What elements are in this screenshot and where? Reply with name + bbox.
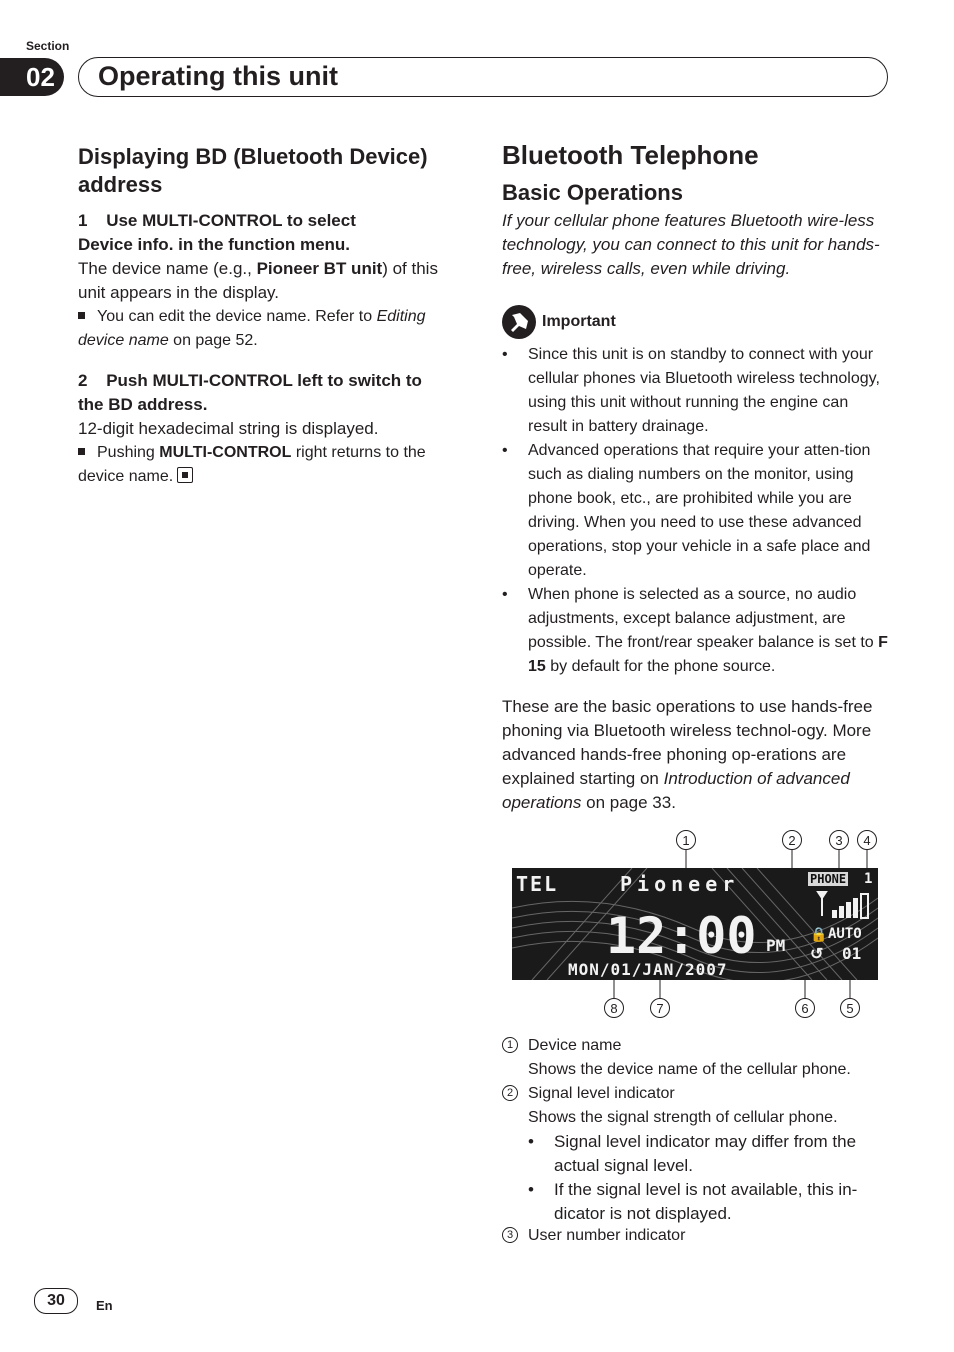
callout-2: 2 bbox=[782, 830, 802, 850]
legend-2-desc: Shows the signal strength of cellular phone. bbox=[528, 1109, 838, 1126]
important-item-3-bold: F 15 bbox=[528, 634, 888, 675]
step-1-body bbox=[78, 257, 468, 305]
step-1-text-a: Use MULTI-CONTROL to select bbox=[106, 211, 356, 230]
callout-1: 1 bbox=[676, 830, 696, 850]
para-post: on page 33. bbox=[581, 793, 676, 812]
step-2-note-pre: Pushing bbox=[97, 444, 160, 461]
lcd-clock: 12:00 bbox=[606, 907, 757, 965]
callout-6: 6 bbox=[795, 998, 815, 1018]
important-item bbox=[502, 583, 890, 679]
important-label: Important bbox=[542, 313, 616, 330]
section-title: Operating this unit bbox=[98, 61, 338, 91]
signal-level-icon bbox=[810, 890, 876, 920]
step-1-title bbox=[78, 209, 468, 257]
step-1 bbox=[78, 209, 468, 353]
step-2-note-post: right returns to the device name. bbox=[78, 444, 426, 485]
step-1-body-post: ) of this unit appears in the display. bbox=[78, 259, 438, 302]
step-2-number: 2 bbox=[78, 371, 88, 390]
note-square-icon bbox=[78, 312, 85, 319]
step-2-text-a: Push MULTI-CONTROL left to switch to bbox=[106, 371, 422, 390]
lock-icon: 🔒 bbox=[810, 926, 828, 942]
legend-3-number: 3 bbox=[502, 1227, 518, 1243]
step-1-note bbox=[78, 305, 468, 353]
lcd-display bbox=[512, 868, 878, 980]
legend-2-title: Signal level indicator bbox=[528, 1085, 675, 1102]
legend-2-bullets bbox=[528, 1130, 890, 1226]
note-square-icon bbox=[78, 448, 85, 455]
callout-3: 3 bbox=[829, 830, 849, 850]
callout-5: 5 bbox=[840, 998, 860, 1018]
step-2-text-b: the BD address. bbox=[78, 395, 208, 414]
important-item: • Since this unit is on standby to connect with your cellular phones via Bluetooth wireless technology, using this unit without running the engine can result in battery drainage. bbox=[502, 343, 890, 439]
step-1-number: 1 bbox=[78, 211, 88, 230]
right-heading: Bluetooth Telephone bbox=[502, 140, 759, 170]
step-1-body-pre: The device name (e.g., bbox=[78, 259, 257, 278]
legend-3 bbox=[502, 1224, 685, 1248]
important-header bbox=[502, 305, 890, 339]
para-link: Introduction of advanced operations bbox=[502, 769, 850, 812]
para-pre: These are the basic operations to use hands-free phoning via Bluetooth wireless technol-ogy. More advanced hands-free phoning op-erations are explained starting on bbox=[502, 697, 873, 788]
left-column bbox=[78, 143, 468, 489]
legend-3-title: User number indicator bbox=[528, 1227, 686, 1244]
language-code: En bbox=[96, 1298, 113, 1313]
important-list bbox=[502, 343, 890, 679]
step-1-note-pre: You can edit the device name. Refer to bbox=[97, 308, 377, 325]
intro-text: If your cellular phone features Bluetooth wire-less technology, you can connect to this unit for hands-free, wireless calls, even while driving. bbox=[502, 211, 880, 278]
redial-icon: ↺ bbox=[810, 946, 824, 963]
pushpin-icon bbox=[502, 305, 536, 339]
legend-2-bullet: • Signal level indicator may differ from the actual signal level. bbox=[528, 1130, 890, 1178]
lcd-phone-indicator: PHONE bbox=[810, 872, 847, 886]
basic-ops-paragraph bbox=[502, 695, 890, 815]
important-item-3-pre: When phone is selected as a source, no audio adjustments, except balance adjustment, are possible. The front/rear speaker balance is set to bbox=[528, 586, 879, 651]
lcd-device-name: Pioneer bbox=[620, 872, 740, 896]
legend-2-number: 2 bbox=[502, 1085, 518, 1101]
step-1-note-post: on page 52. bbox=[168, 332, 258, 349]
callout-7: 7 bbox=[650, 998, 670, 1018]
callout-4: 4 bbox=[857, 830, 877, 850]
page-number: 30 bbox=[34, 1288, 78, 1314]
end-mark-icon bbox=[177, 467, 193, 483]
legend-1-desc: Shows the device name of the cellular phone. bbox=[528, 1061, 851, 1078]
lcd-source: TEL bbox=[516, 872, 559, 896]
legend-1-number: 1 bbox=[502, 1037, 518, 1053]
legend-2-bullet: • If the signal level is not available, this in-dicator is not displayed. bbox=[528, 1178, 890, 1226]
lcd-user-number: 1 bbox=[864, 871, 873, 887]
right-subheading: Basic Operations bbox=[502, 180, 683, 205]
section-label: Section bbox=[26, 39, 70, 53]
left-heading: Displaying BD (Bluetooth Device) address bbox=[78, 144, 428, 197]
callout-8: 8 bbox=[604, 998, 624, 1018]
right-column bbox=[502, 140, 890, 815]
step-2-note-bold: MULTI-CONTROL bbox=[159, 444, 292, 461]
legend-2 bbox=[502, 1082, 890, 1226]
section-number: 02 bbox=[0, 58, 64, 96]
step-2-title bbox=[78, 369, 468, 417]
step-2-body: 12-digit hexadecimal string is displayed. bbox=[78, 419, 379, 438]
step-1-text-b: Device info. in the function menu. bbox=[78, 235, 351, 254]
step-2-note bbox=[78, 441, 468, 489]
step-2 bbox=[78, 369, 468, 489]
lcd-date: MON/01/JAN/2007 bbox=[568, 960, 728, 979]
step-1-body-bold: Pioneer BT unit bbox=[256, 259, 383, 278]
lcd-am-pm: PM bbox=[766, 936, 786, 955]
step-1-note-link: Editing device name bbox=[78, 308, 426, 349]
lcd-auto-answer: AUTO bbox=[828, 926, 862, 942]
lcd-auto-number: 01 bbox=[842, 944, 862, 963]
display-figure bbox=[502, 828, 890, 1024]
important-item-3-post: by default for the phone source. bbox=[545, 658, 776, 675]
legend-1-title: Device name bbox=[528, 1037, 622, 1054]
legend-1 bbox=[502, 1034, 851, 1082]
important-item: • Advanced operations that require your atten-tion such as dialing numbers on the monitor, using phone book, etc., are prohibited while you are driving. When you need to use these advanced operations, stop your vehicle in a safe place and operate. bbox=[502, 439, 890, 583]
